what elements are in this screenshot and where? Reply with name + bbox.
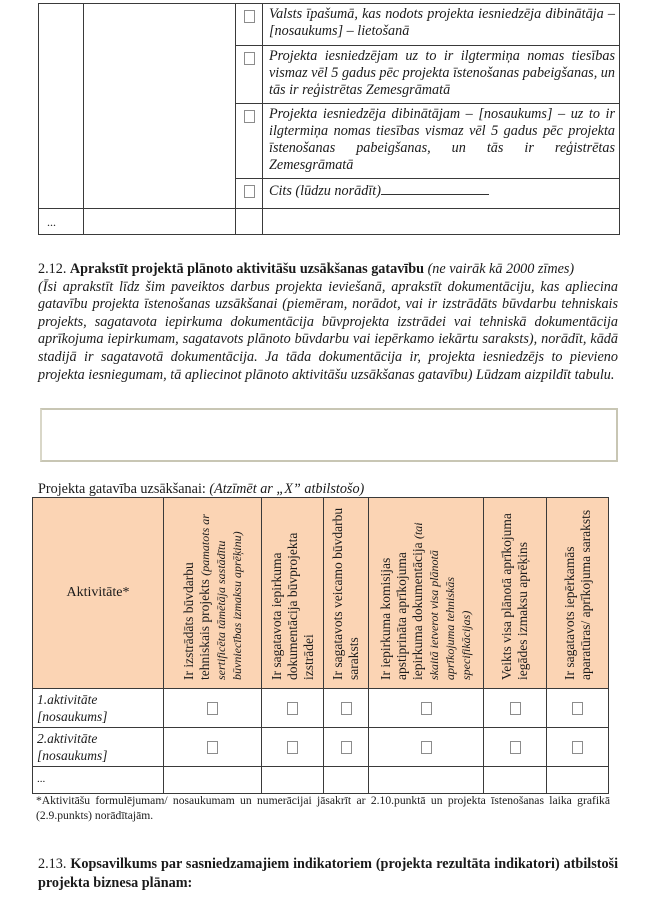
activity-label <box>33 689 164 728</box>
check-cell <box>547 689 609 728</box>
column-header-main: Ir sagatavots iepērkamās aparatūras/ aprīkojuma saraksts <box>561 509 593 680</box>
readiness-footnote: *Aktivitāšu formulējumam/ nosaukumam un numerācijai jāsakrīt ar 2.10.punktā un projekta īstenošanas laika grafikā (2.9.punkts) norādītajām. <box>36 794 610 822</box>
readiness-header-row <box>33 498 609 689</box>
check-cell <box>484 689 547 728</box>
readiness-table <box>32 497 609 794</box>
check-cell <box>369 728 484 767</box>
column-header-procurement-docs <box>262 498 324 689</box>
empty-cell <box>324 767 369 794</box>
activity-row <box>33 728 609 767</box>
readiness-label-hint: (Atzīmēt ar „X” atbilstošo) <box>209 481 365 497</box>
activity-name: [nosaukums] <box>37 709 108 724</box>
column-header-activity: Aktivitāte* <box>33 498 164 689</box>
ownership-option-checkbox-1[interactable] <box>244 10 255 23</box>
column-header-main: Ir iepirkuma komisijas apstiprināta aprīkojuma iepirkuma dokumentācija <box>378 539 425 680</box>
readiness-label-text: Projekta gatavība uzsākšanai: <box>38 481 206 497</box>
checkbox-cell <box>236 46 263 104</box>
readiness-checkbox[interactable] <box>341 702 352 715</box>
section-number: 2.12. <box>38 261 67 277</box>
column-header-main: Ir izstrādāts būvdarbu tehniskais projekts <box>180 562 212 680</box>
column-header-main: Veikts visa plānotā aprīkojuma iegādes izmaksu aprēķins <box>499 513 530 680</box>
readiness-checkbox[interactable] <box>572 702 583 715</box>
ownership-table <box>38 3 620 235</box>
readiness-checkbox[interactable] <box>341 741 352 754</box>
column-header-works-list <box>324 498 369 689</box>
section-number: 2.13. <box>38 856 67 872</box>
empty-cell <box>262 767 324 794</box>
activity-continuation-row <box>33 767 609 794</box>
section-2-12 <box>38 261 618 384</box>
ownership-option-other <box>263 179 620 209</box>
column-header-note: (tai skaitā ietverot visa plānotā aprīkojuma tehniskās specifikācijas) <box>411 522 473 680</box>
check-cell <box>547 728 609 767</box>
check-cell <box>324 728 369 767</box>
ownership-option-row <box>39 4 620 46</box>
empty-cell <box>236 209 263 235</box>
column-header-equipment-procurement-docs <box>369 498 484 689</box>
ownership-option-checkbox-3[interactable] <box>244 110 255 123</box>
section-2-13 <box>38 855 618 893</box>
ownership-number-cell <box>39 4 84 209</box>
readiness-checkbox[interactable] <box>421 702 432 715</box>
column-header-equipment-list <box>547 498 609 689</box>
column-header-note: (pamatots ar sertificēta tāmētāja sastādītu būvniecības izmaksu aprēķinu) <box>197 514 244 680</box>
readiness-checkbox[interactable] <box>510 741 521 754</box>
checkbox-cell <box>236 4 263 46</box>
empty-cell <box>484 767 547 794</box>
section-instructions: (Īsi aprakstīt līdz šim paveiktos darbus projekta ieviešanā, aprakstīt dokumentāciju, kas apliecina gatavību projekta īstenošanas uzsākšanai (piemēram, norādot, vai ir izstrādāts būvdarbu tehniskais projekts, sagatavota iepirkuma dokumentācija būvprojekta izstrādei vai tehniskā dokumentācija aprīkojuma iepirkumam, sagatavots plānoto būvdarbu vai iepērkamo iekārtu saraksts), norādīt, kādā stadijā ir sagatavotā dokumentācija. Ja tāda dokumentācija ir, projekta iesniedzējs to pievieno projekta iesniegumam, tā apliecinot plānoto aktivitāšu uzsākšanas gatavību) Lūdzam aizpildīt tabulu. <box>38 278 618 383</box>
ownership-option-checkbox-2[interactable] <box>244 52 255 65</box>
empty-cell <box>164 767 262 794</box>
activity-number: 2.aktivitāte <box>37 731 98 746</box>
readiness-description-input[interactable] <box>40 408 618 462</box>
checkbox-cell <box>236 104 263 179</box>
readiness-checkbox[interactable] <box>572 741 583 754</box>
ownership-option-label: Projekta iesniedzēja dibinātājam – [nosaukums] – uz to ir ilgtermiņa nomas tiesības vismaz vēl 5 gadus pēc projekta īstenošanas pabeigšanas, un tās ir reģistrētas Zemesgrāmatā <box>263 104 620 179</box>
check-cell <box>324 689 369 728</box>
continuation-dots: ... <box>33 767 164 794</box>
readiness-checkbox[interactable] <box>510 702 521 715</box>
readiness-checkbox[interactable] <box>207 741 218 754</box>
activity-number: 1.aktivitāte <box>37 692 98 707</box>
check-cell <box>164 728 262 767</box>
column-header-main: Ir sagatavota iepirkuma dokumentācija būvprojekta izstrādei <box>268 532 316 680</box>
activity-name: [nosaukums] <box>37 748 108 763</box>
checkbox-cell <box>236 179 263 209</box>
section-title: Kopsavilkums par sasniedzamajiem indikatoriem (projekta rezultāta indikatori) atbilstoši projekta biznesa plānam: <box>38 856 619 891</box>
check-cell <box>262 728 324 767</box>
column-header-cost-calculation <box>484 498 547 689</box>
readiness-checkbox[interactable] <box>207 702 218 715</box>
section-limit: (ne vairāk kā 2000 zīmes) <box>427 261 575 277</box>
check-cell <box>164 689 262 728</box>
readiness-checkbox[interactable] <box>421 741 432 754</box>
column-header-main: Ir sagatavots veicamo būvdarbu saraksts <box>330 507 361 680</box>
activity-label <box>33 728 164 767</box>
ownership-option-checkbox-4[interactable] <box>244 185 255 198</box>
ownership-option-label: Projekta iesniedzējam uz to ir ilgtermiņa nomas tiesības vismaz vēl 5 gadus pēc projekta īstenošanas pabeigšanas, un tās ir reģistrētas Zemesgrāmatā <box>263 46 620 104</box>
ownership-option-label: Cits (lūdzu norādīt) <box>269 183 381 199</box>
check-cell <box>369 689 484 728</box>
continuation-dots: ... <box>39 209 84 235</box>
column-header-technical-project <box>164 498 262 689</box>
check-cell <box>262 689 324 728</box>
check-cell <box>484 728 547 767</box>
readiness-checkbox[interactable] <box>287 702 298 715</box>
readiness-checkbox[interactable] <box>287 741 298 754</box>
section-title: Aprakstīt projektā plānoto aktivitāšu uzsākšanas gatavību <box>69 261 425 277</box>
other-specify-field[interactable] <box>381 181 489 195</box>
empty-cell <box>263 209 620 235</box>
empty-cell <box>547 767 609 794</box>
ownership-continuation-row <box>39 209 620 235</box>
empty-cell <box>84 209 236 235</box>
ownership-option-label: Valsts īpašumā, kas nodots projekta iesniedzēja dibinātāja – [nosaukums] – lietošanā <box>263 4 620 46</box>
readiness-label <box>38 481 364 498</box>
empty-cell <box>369 767 484 794</box>
activity-row <box>33 689 609 728</box>
ownership-object-cell <box>84 4 236 209</box>
